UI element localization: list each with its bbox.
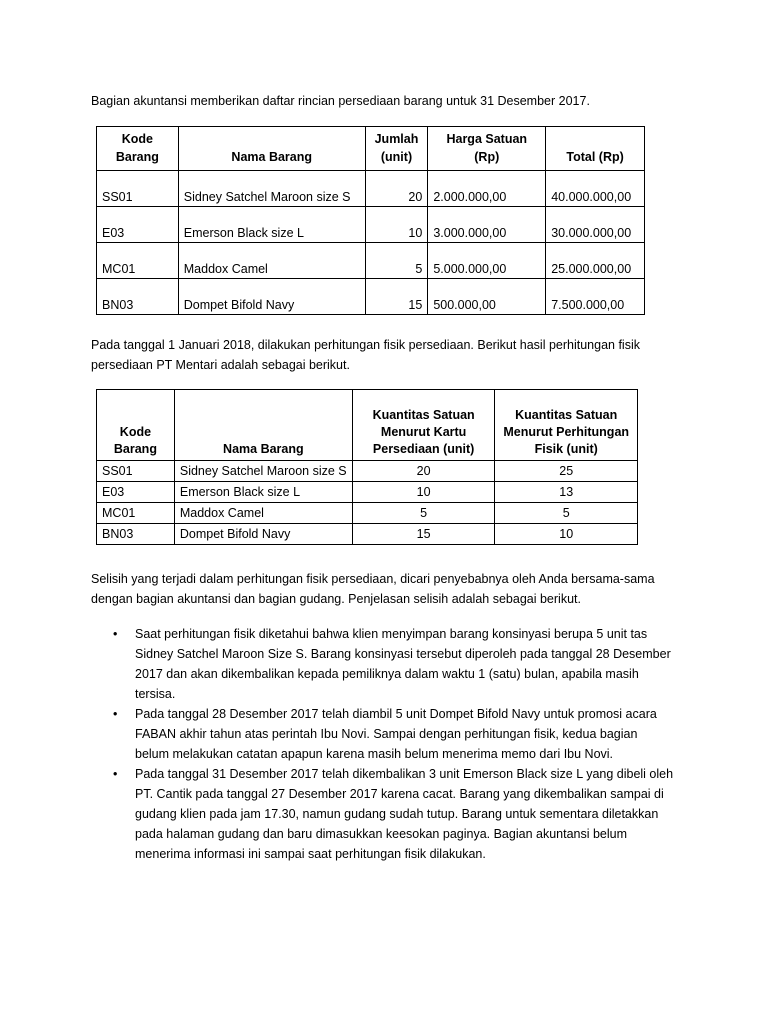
cell-nama: Sidney Satchel Maroon size S bbox=[178, 171, 365, 207]
col-header-fisik: Kuantitas Satuan Menurut Perhitungan Fisik (unit) bbox=[495, 390, 638, 461]
cell-nama: Maddox Camel bbox=[174, 503, 352, 524]
table-row bbox=[97, 171, 645, 207]
physical-count-paragraph: Pada tanggal 1 Januari 2018, dilakukan perhitungan fisik persediaan. Berikut hasil perhitungan fisik persediaan PT Mentari adalah sebagai berikut. bbox=[91, 338, 640, 372]
cell-harga: 2.000.000,00 bbox=[428, 171, 546, 207]
list-item: • Pada tanggal 31 Desember 2017 telah dikembalikan 3 unit Emerson Black size L yang dibeli oleh PT. Cantik pada tanggal 27 Desember 2017 karena cacat. Barang yang dikembalikan sampai di gudang klien pada jam 17.30, namun gudang sudah tutup. Barang untuk sementara diletakkan pada halaman gudang dan baru dimasukkan keesokan paginya. Bagian akuntansi belum menerima informasi ini sampai saat perhitungan fisik dilakukan. bbox=[91, 764, 681, 864]
cell-fisik: 10 bbox=[495, 524, 638, 545]
cell-harga: 5.000.000,00 bbox=[428, 243, 546, 279]
cell-fisik: 25 bbox=[495, 461, 638, 482]
table-header-row bbox=[97, 390, 638, 461]
bullet-icon: • bbox=[113, 767, 118, 781]
col-header-nama: Nama Barang bbox=[174, 390, 352, 461]
cell-nama: Sidney Satchel Maroon size S bbox=[174, 461, 352, 482]
cell-jumlah: 20 bbox=[365, 171, 428, 207]
cell-kartu: 10 bbox=[352, 482, 495, 503]
discrepancy-paragraph: Selisih yang terjadi dalam perhitungan fisik persediaan, dicari penyebabnya oleh Anda bersama-sama dengan bagian akuntansi dan bagian gudang. Penjelasan selisih adalah sebagai berikut. bbox=[91, 572, 655, 606]
cell-kartu: 5 bbox=[352, 503, 495, 524]
table-row bbox=[97, 524, 638, 545]
cell-kode: SS01 bbox=[97, 171, 179, 207]
cell-fisik: 5 bbox=[495, 503, 638, 524]
cell-kartu: 15 bbox=[352, 524, 495, 545]
cell-total: 7.500.000,00 bbox=[546, 279, 645, 315]
cell-nama: Emerson Black size L bbox=[178, 207, 365, 243]
cell-kode: MC01 bbox=[97, 503, 175, 524]
cell-nama: Dompet Bifold Navy bbox=[178, 279, 365, 315]
table-row bbox=[97, 279, 645, 315]
cell-kartu: 20 bbox=[352, 461, 495, 482]
col-header-jumlah: Jumlah (unit) bbox=[365, 127, 428, 171]
cell-nama: Emerson Black size L bbox=[174, 482, 352, 503]
table-header-row bbox=[97, 127, 645, 171]
cell-kode: E03 bbox=[97, 482, 175, 503]
col-header-kode: Kode Barang bbox=[97, 127, 179, 171]
col-header-harga: Harga Satuan (Rp) bbox=[428, 127, 546, 171]
col-header-nama: Nama Barang bbox=[178, 127, 365, 171]
cell-jumlah: 15 bbox=[365, 279, 428, 315]
table-row bbox=[97, 207, 645, 243]
cell-jumlah: 10 bbox=[365, 207, 428, 243]
col-header-kartu: Kuantitas Satuan Menurut Kartu Persediaan (unit) bbox=[352, 390, 495, 461]
table-row bbox=[97, 482, 638, 503]
physical-count-table bbox=[96, 389, 638, 545]
cell-total: 30.000.000,00 bbox=[546, 207, 645, 243]
bullet-icon: • bbox=[113, 627, 118, 641]
inventory-list-table bbox=[96, 126, 645, 315]
bullet-icon: • bbox=[113, 707, 118, 721]
cell-kode: MC01 bbox=[97, 243, 179, 279]
cell-kode: E03 bbox=[97, 207, 179, 243]
cell-kode: SS01 bbox=[97, 461, 175, 482]
intro-text: Bagian akuntansi memberikan daftar rincian persediaan barang untuk 31 Desember 2017. bbox=[91, 94, 590, 108]
cell-harga: 500.000,00 bbox=[428, 279, 546, 315]
cell-jumlah: 5 bbox=[365, 243, 428, 279]
list-item: • Saat perhitungan fisik diketahui bahwa klien menyimpan barang konsinyasi berupa 5 unit tas Sidney Satchel Maroon Size S. Barang konsinyasi tersebut diperoleh pada tanggal 28 Desember 2017 dan akan dikembalikan kepada pemiliknya dalam waktu 1 (satu) bulan, apabila masih tersisa. bbox=[91, 624, 681, 704]
cell-fisik: 13 bbox=[495, 482, 638, 503]
cell-nama: Dompet Bifold Navy bbox=[174, 524, 352, 545]
cell-total: 40.000.000,00 bbox=[546, 171, 645, 207]
table-row bbox=[97, 461, 638, 482]
table-row bbox=[97, 503, 638, 524]
explanation-list bbox=[91, 624, 681, 864]
cell-kode: BN03 bbox=[97, 279, 179, 315]
cell-nama: Maddox Camel bbox=[178, 243, 365, 279]
cell-harga: 3.000.000,00 bbox=[428, 207, 546, 243]
col-header-kode: Kode Barang bbox=[97, 390, 175, 461]
cell-total: 25.000.000,00 bbox=[546, 243, 645, 279]
col-header-total: Total (Rp) bbox=[546, 127, 645, 171]
cell-kode: BN03 bbox=[97, 524, 175, 545]
list-item: • Pada tanggal 28 Desember 2017 telah diambil 5 unit Dompet Bifold Navy untuk promosi acara FABAN akhir tahun atas perintah Ibu Novi. Sampai dengan perhitungan fisik, kedua bagian belum melakukan catatan apapun karena masih belum menerima memo dari Ibu Novi. bbox=[91, 704, 681, 764]
table-row bbox=[97, 243, 645, 279]
